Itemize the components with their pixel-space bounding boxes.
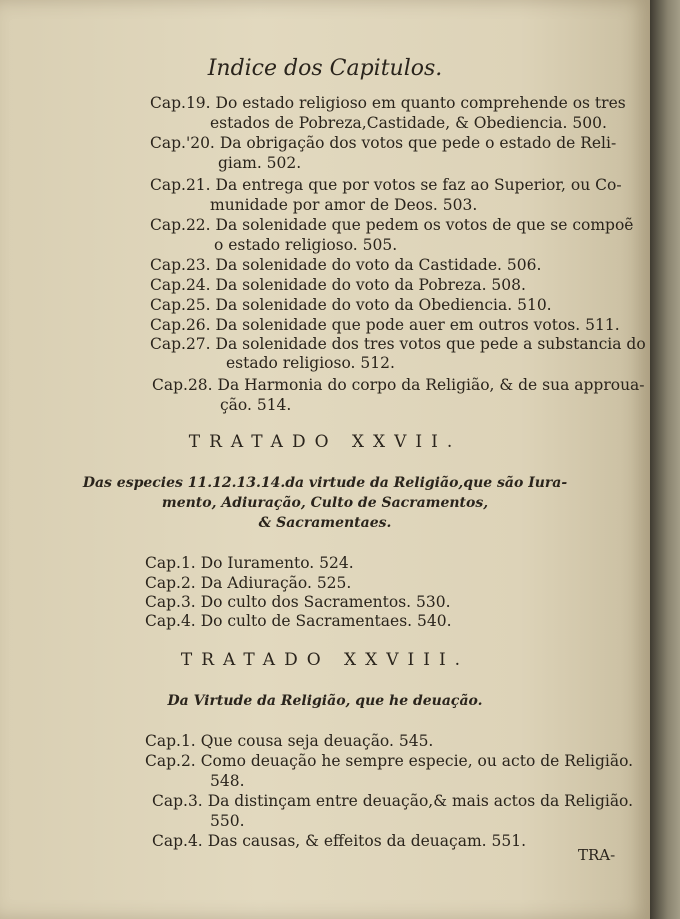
tratado-heading: TRATADO XXVII.: [188, 432, 462, 452]
toc-entry-cont: estado religioso. 512.: [226, 354, 395, 372]
page-title: Indice dos Capitulos.: [207, 56, 443, 81]
toc-entry: Cap.27. Da solenidade dos tres votos que pede a substancia do: [150, 335, 646, 353]
toc-entry-cont: giam. 502.: [218, 154, 302, 172]
toc-entry: Cap.1. Que cousa seja deuação. 545.: [145, 732, 434, 750]
tratado-subtitle: & Sacramentaes.: [258, 515, 392, 531]
toc-entry: Cap.1. Do Iuramento. 524.: [145, 554, 354, 572]
toc-entry: Cap.2. Da Adiuração. 525.: [145, 574, 352, 592]
tratado-subtitle: mento, Adiuração, Culto de Sacramentos,: [161, 495, 489, 511]
toc-entry: Cap.19. Do estado religioso em quanto comprehende os tres: [150, 94, 626, 112]
toc-entry: Cap.21. Da entrega que por votos se faz ao Superior, ou Co-: [150, 176, 622, 194]
toc-entry: Cap.4. Das causas, & effeitos da deuaçam. 551.: [152, 832, 527, 850]
toc-entry: Cap.2. Como deuação he sempre especie, ou acto de Religião.: [145, 752, 634, 770]
toc-entry: Cap.3. Da distinçam entre deuação,& mais actos da Religião.: [152, 792, 634, 810]
toc-entry-cont: o estado religioso. 505.: [214, 236, 398, 254]
toc-entry: Cap.22. Da solenidade que pedem os votos de que se compoẽ: [150, 216, 634, 234]
toc-entry: Cap.26. Da solenidade que pode auer em outros votos. 511.: [150, 316, 620, 334]
tratado-subtitle: Da Virtude da Religião, que he deuação.: [167, 693, 483, 709]
catchword: TRA-: [578, 846, 616, 864]
tratado-subtitle: Das especies 11.12.13.14.da virtude da Religião,que são Iura-: [82, 475, 568, 491]
toc-entry: Cap.'20. Da obrigação dos votos que pede o estado de Reli-: [150, 134, 617, 152]
toc-entry: Cap.25. Da solenidade do voto da Obediencia. 510.: [150, 296, 552, 314]
toc-entry-cont: ção. 514.: [220, 396, 292, 414]
toc-entry: Cap.24. Da solenidade do voto da Pobreza. 508.: [150, 276, 526, 294]
toc-entry-cont: 550.: [210, 812, 245, 830]
toc-entry-cont: 548.: [210, 772, 245, 790]
book-spine: [650, 0, 680, 919]
toc-entry: Cap.3. Do culto dos Sacramentos. 530.: [145, 593, 451, 611]
tratado-heading: TRATADO XXVIII.: [180, 650, 470, 670]
toc-entry-cont: estados de Pobreza,Castidade, & Obediencia. 500.: [210, 114, 607, 132]
toc-entry: Cap.28. Da Harmonia do corpo da Religião, & de sua approua-: [152, 376, 645, 394]
toc-entry: Cap.23. Da solenidade do voto da Castidade. 506.: [150, 256, 542, 274]
toc-entry: Cap.4. Do culto de Sacramentaes. 540.: [145, 612, 452, 630]
toc-entry-cont: munidade por amor de Deos. 503.: [210, 196, 478, 214]
